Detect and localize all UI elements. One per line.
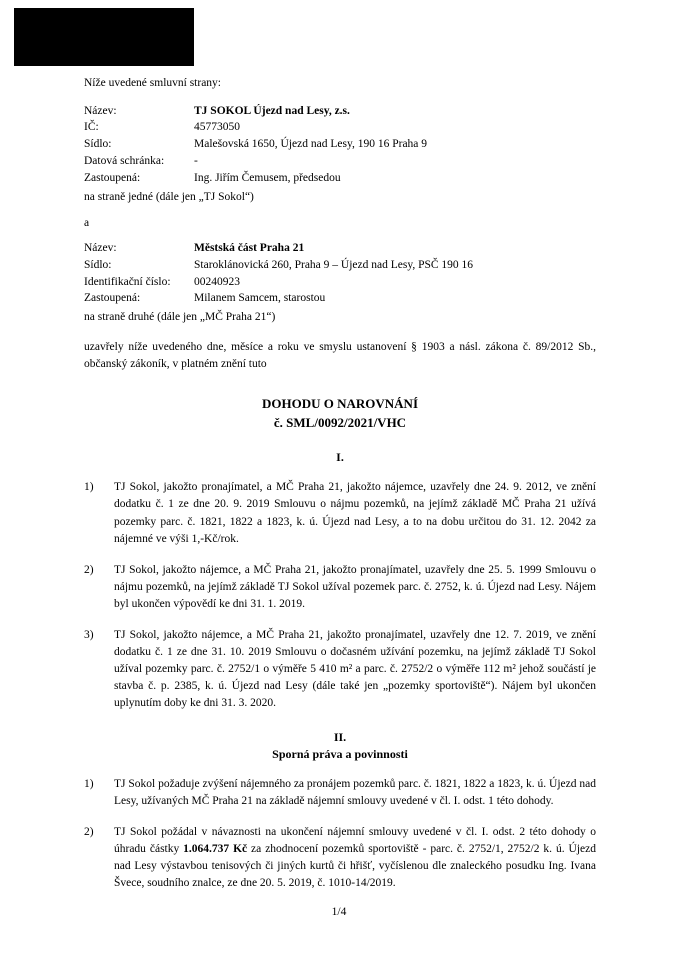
party-one-label-represented: Zastoupená: bbox=[84, 171, 141, 184]
list-item-marker: 2) bbox=[84, 825, 94, 838]
intro-line: Níže uvedené smluvní strany: bbox=[84, 77, 222, 89]
list-item bbox=[84, 479, 596, 547]
party-two-note: na straně druhé (dále jen „MČ Praha 21“) bbox=[84, 311, 276, 324]
party-one-value-name: TJ SOKOL Újezd nad Lesy, z.s. bbox=[194, 104, 350, 117]
party-two-value-id: 00240923 bbox=[194, 275, 240, 288]
list-item-text-before: TJ Sokol požádal v návaznosti na ukončení nájemní smlouvy uvedené v čl. I. odst. 2 této dohody o úhradu částky bbox=[114, 825, 596, 855]
party-one-value-ic: 45773050 bbox=[194, 121, 240, 134]
table-row bbox=[84, 258, 594, 275]
party-one-table bbox=[84, 104, 594, 188]
list-item-text: TJ Sokol, jakožto pronajímatel, a MČ Praha 21, jakožto nájemce, uzavřely dne 24. 9. 2012, ve znění dodatku č. 1 ze dne 20. 9. 2019 Smlouvu o nájmu pozemků, na jejímž základě MČ Praha 21 užívá pozemky parc. č. 1821, 1822 a 1823, k. ú. Újezd nad Lesy, a to na dobu určitou do 31. 12. 2042 za nájemné ve výši 1,-Kč/rok. bbox=[114, 481, 596, 545]
party-one-note: na straně jedné (dále jen „TJ Sokol“) bbox=[84, 190, 254, 203]
conjunction-a: a bbox=[84, 216, 90, 229]
list-item-marker: 1) bbox=[84, 777, 94, 790]
table-row bbox=[84, 154, 594, 171]
party-two-table bbox=[84, 241, 594, 308]
list-item bbox=[84, 824, 596, 892]
party-two-label-id: Identifikační číslo: bbox=[84, 275, 171, 288]
table-row bbox=[84, 171, 594, 188]
redaction-block bbox=[14, 8, 194, 66]
table-row bbox=[84, 120, 594, 137]
section-one-number: I. bbox=[336, 450, 344, 465]
party-two-value-name: Městská část Praha 21 bbox=[194, 241, 305, 254]
list-item-marker: 1) bbox=[84, 481, 94, 494]
party-one-label-databox: Datová schránka: bbox=[84, 155, 165, 168]
document-title-line2: č. SML/0092/2021/VHC bbox=[273, 414, 407, 430]
page-footer: 1/4 bbox=[331, 906, 347, 918]
party-two-value-represented: Milanem Samcem, starostou bbox=[194, 292, 326, 305]
party-two-label-represented: Zastoupená: bbox=[84, 292, 141, 305]
party-one-label-address: Sídlo: bbox=[84, 138, 112, 151]
party-one-label-name: Název: bbox=[84, 104, 117, 117]
party-one-label-ic: IČ: bbox=[84, 121, 99, 134]
party-two-label-address: Sídlo: bbox=[84, 258, 112, 271]
table-row bbox=[84, 275, 594, 292]
claim-amount: 1.064.737 Kč bbox=[183, 842, 248, 855]
list-item-text-after: za zhodnocení pozemků sportoviště - parc. č. 2752/1, 2752/2 k. ú. Újezd nad Lesy výstavbou tenisových či jiných kurtů či hřišť, vyčíslenou dle znaleckého posudku Ing. Ivana Švece, soudního znalce, ze dne 20. 5. 2019, č. 1010-14/2019. bbox=[114, 842, 596, 889]
party-two-label-name: Název: bbox=[84, 241, 117, 254]
table-row bbox=[84, 241, 594, 258]
list-item bbox=[84, 627, 596, 712]
party-one-value-address: Malešovská 1650, Újezd nad Lesy, 190 16 Praha 9 bbox=[194, 138, 428, 151]
section-two-number: II. bbox=[333, 729, 347, 744]
document-title-line1: DOHODU O NAROVNÁNÍ bbox=[262, 395, 418, 411]
table-row bbox=[84, 137, 594, 154]
section-one-list bbox=[84, 479, 596, 711]
party-one-value-represented: Ing. Jiřím Čemusem, předsedou bbox=[194, 171, 341, 184]
party-two-value-address: Staroklánovická 260, Praha 9 – Újezd nad Lesy, PSČ 190 16 bbox=[194, 258, 474, 271]
document-content bbox=[84, 76, 596, 892]
list-item bbox=[84, 562, 596, 613]
party-one-value-databox: - bbox=[194, 155, 198, 168]
preamble-paragraph: uzavřely níže uvedeného dne, měsíce a roku ve smyslu ustanovení § 1903 a násl. zákona č. 89/2012 Sb., občanský zákoník, v platném znění tuto bbox=[84, 341, 596, 371]
table-row bbox=[84, 291, 594, 308]
list-item bbox=[84, 776, 596, 810]
section-two-subtitle: Sporná práva a povinnosti bbox=[272, 746, 408, 761]
list-item-text: TJ Sokol, jakožto nájemce, a MČ Praha 21, jakožto pronajímatel, uzavřely dne 25. 5. 1999 Smlouvu o nájmu pozemků, na jejímž základě TJ Sokol užíval pozemek parc. č. 2752, k. ú. Újezd nad Lesy. Nájem byl ukončen výpovědí ke dni 31. 1. 2019. bbox=[114, 563, 596, 610]
list-item-text: TJ Sokol požaduje zvýšení nájemného za pronájem pozemků parc. č. 1821, 1822 a 1823, k. ú. Újezd nad Lesy, užívaných MČ Praha 21 na základě nájemní smlouvy uvedené v čl. I. odst. 1 této dohody. bbox=[114, 777, 596, 807]
list-item-marker: 3) bbox=[84, 628, 94, 641]
table-row bbox=[84, 104, 594, 121]
list-item-text: TJ Sokol, jakožto nájemce, a MČ Praha 21, jakožto pronajímatel, uzavřely dne 12. 7. 2019, ve znění dodatku č. 1 ze dne 31. 10. 2019 Smlouvu o dočasném užívání pozemku, na jejímž základě TJ Sokol užíval pozemky parc. č. 2752/1 o výměře 5 410 m² a parc. č. 2752/2 o výměře 112 m² jehož součástí je stavba č. p. 2385, k. ú. Újezd nad Lesy (dále také jen „pozemky sportoviště“). Nájem byl ukončen uplynutím doby ke dni 31. 3. 2020. bbox=[114, 628, 596, 709]
section-two-list bbox=[84, 776, 596, 892]
document-title bbox=[84, 395, 596, 433]
list-item-marker: 2) bbox=[84, 563, 94, 576]
